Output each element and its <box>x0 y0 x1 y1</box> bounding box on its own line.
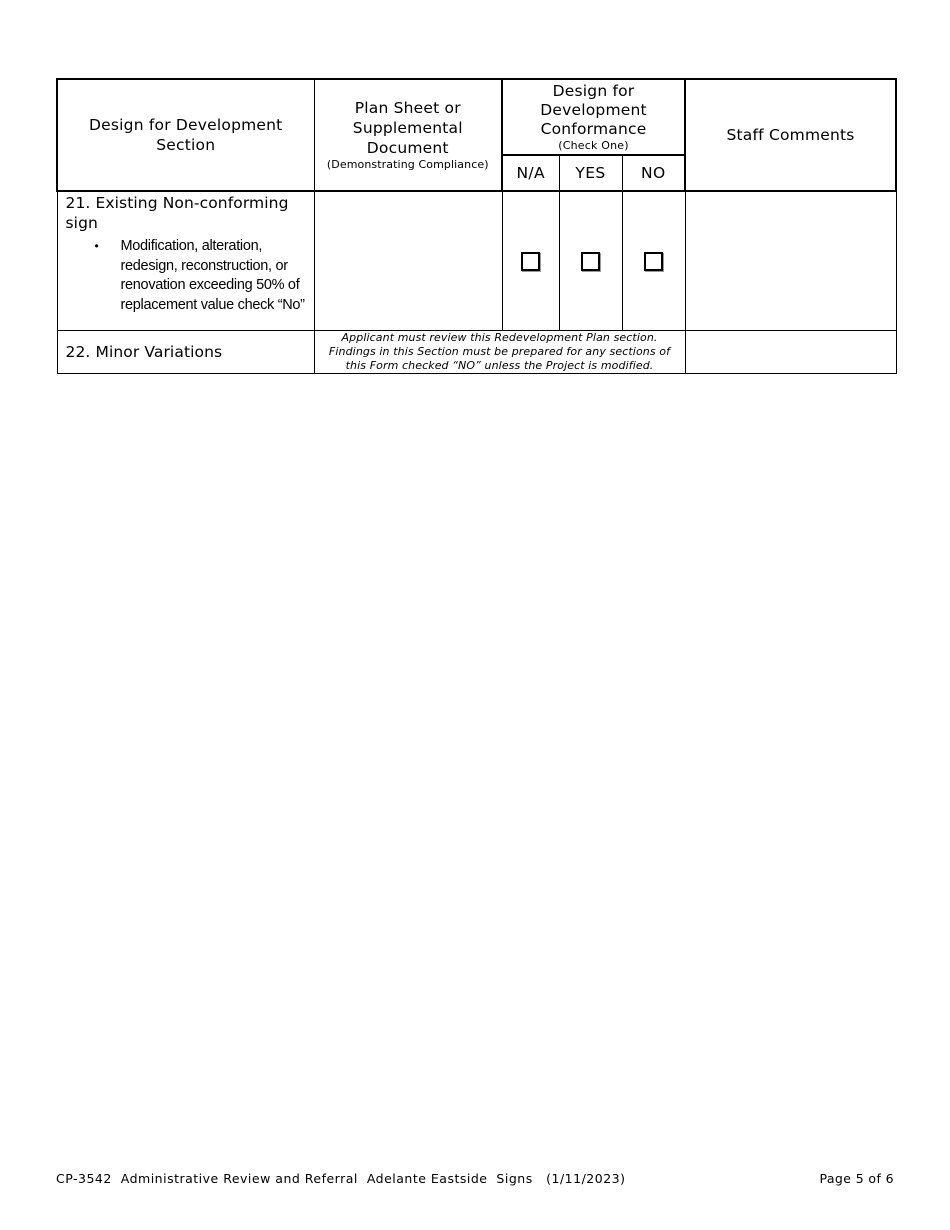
plan-sheet-cell[interactable] <box>314 191 502 331</box>
header-section-label: Design for Development Section <box>89 116 283 154</box>
header-col-no: NO <box>622 155 685 191</box>
header-plan-sheet <box>314 79 502 191</box>
na-cell <box>502 191 559 331</box>
no-cell <box>622 191 685 331</box>
bullet-text: Modification, alteration, redesign, reconstruction, or renovation exceeding 50% of replacement value check “No” <box>120 238 305 313</box>
staff-comments-cell[interactable] <box>685 191 896 331</box>
header-staff-comments <box>685 79 896 191</box>
footer-form-id: CP-3542 Administrative Review and Referral Adelante Eastside Signs (1/11/2023) <box>56 1171 626 1186</box>
header-plan-sheet-sub: (Demonstrating Compliance) <box>326 158 489 171</box>
no-checkbox[interactable] <box>644 252 663 271</box>
header-conformance <box>502 79 685 155</box>
section-cell <box>57 191 314 331</box>
header-plan-sheet-label: Plan Sheet or Supplemental Document <box>352 99 463 157</box>
section-cell <box>57 331 314 374</box>
header-conformance-label: Design for Development Conformance <box>540 81 647 138</box>
header-col-na: N/A <box>502 155 559 191</box>
header-conformance-sub: (Check One) <box>558 138 629 152</box>
header-col-yes: YES <box>559 155 622 191</box>
yes-checkbox[interactable] <box>581 252 600 271</box>
footer-page-number: Page 5 of 6 <box>819 1171 894 1186</box>
header-staff-comments-label: Staff Comments <box>726 126 855 144</box>
na-checkbox[interactable] <box>521 252 540 271</box>
table-row <box>57 331 896 374</box>
table-row <box>57 191 896 331</box>
header-section <box>57 79 314 191</box>
section-title: 21. Existing Non-conforming sign <box>65 194 289 232</box>
bullet-icon: • <box>94 239 99 253</box>
yes-cell <box>559 191 622 331</box>
staff-comments-cell[interactable] <box>685 331 896 374</box>
design-conformance-table <box>56 78 897 374</box>
applicant-note: Applicant must review this Redevelopment Plan section. Findings in this Section must be prepared for any sections of this Form checked “NO” unless the Project is modified. <box>314 331 685 374</box>
section-title: 22. Minor Variations <box>65 343 223 361</box>
bullet-item <box>94 237 308 315</box>
